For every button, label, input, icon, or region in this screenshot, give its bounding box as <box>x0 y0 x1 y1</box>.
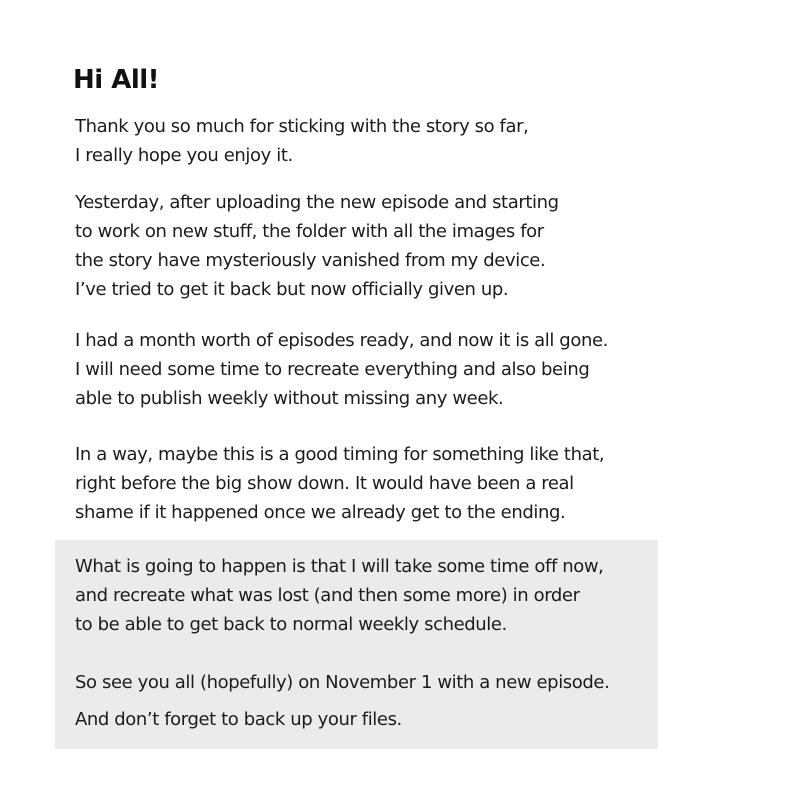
text-line: Yesterday, after uploading the new episode and starting <box>75 192 559 213</box>
text-line: What is going to happen is that I will take some time off now, <box>75 556 604 577</box>
text-line: So see you all (hopefully) on November 1 with a new episode. <box>75 672 610 693</box>
text-line: Thank you so much for sticking with the story so far, <box>75 116 529 137</box>
intro-paragraph <box>75 112 528 170</box>
text-line: And don’t forget to back up your files. <box>75 709 402 730</box>
text-line: I will need some time to recreate everything and also being <box>75 359 590 380</box>
timing-paragraph <box>75 440 604 527</box>
lost-files-paragraph <box>75 188 559 304</box>
text-line: shame if it happened once we already get to the ending. <box>75 502 566 523</box>
note-backup-reminder <box>75 705 402 734</box>
text-line: I had a month worth of episodes ready, and now it is all gone. <box>75 330 608 351</box>
text-line: able to publish weekly without missing any week. <box>75 388 504 409</box>
page-title: Hi All! <box>73 65 160 95</box>
text-line: to work on new stuff, the folder with all the images for <box>75 221 544 242</box>
recreate-paragraph <box>75 326 608 413</box>
note-return-date-paragraph <box>75 668 609 697</box>
text-line: right before the big show down. It would have been a real <box>75 473 574 494</box>
note-plan-paragraph <box>75 552 604 639</box>
text-line: In a way, maybe this is a good timing for something like that, <box>75 444 605 465</box>
text-line: I’ve tried to get it back but now officially given up. <box>75 279 509 300</box>
text-line: I really hope you enjoy it. <box>75 145 293 166</box>
text-line: to be able to get back to normal weekly schedule. <box>75 614 507 635</box>
text-line: and recreate what was lost (and then some more) in order <box>75 585 580 606</box>
text-line: the story have mysteriously vanished from my device. <box>75 250 546 271</box>
